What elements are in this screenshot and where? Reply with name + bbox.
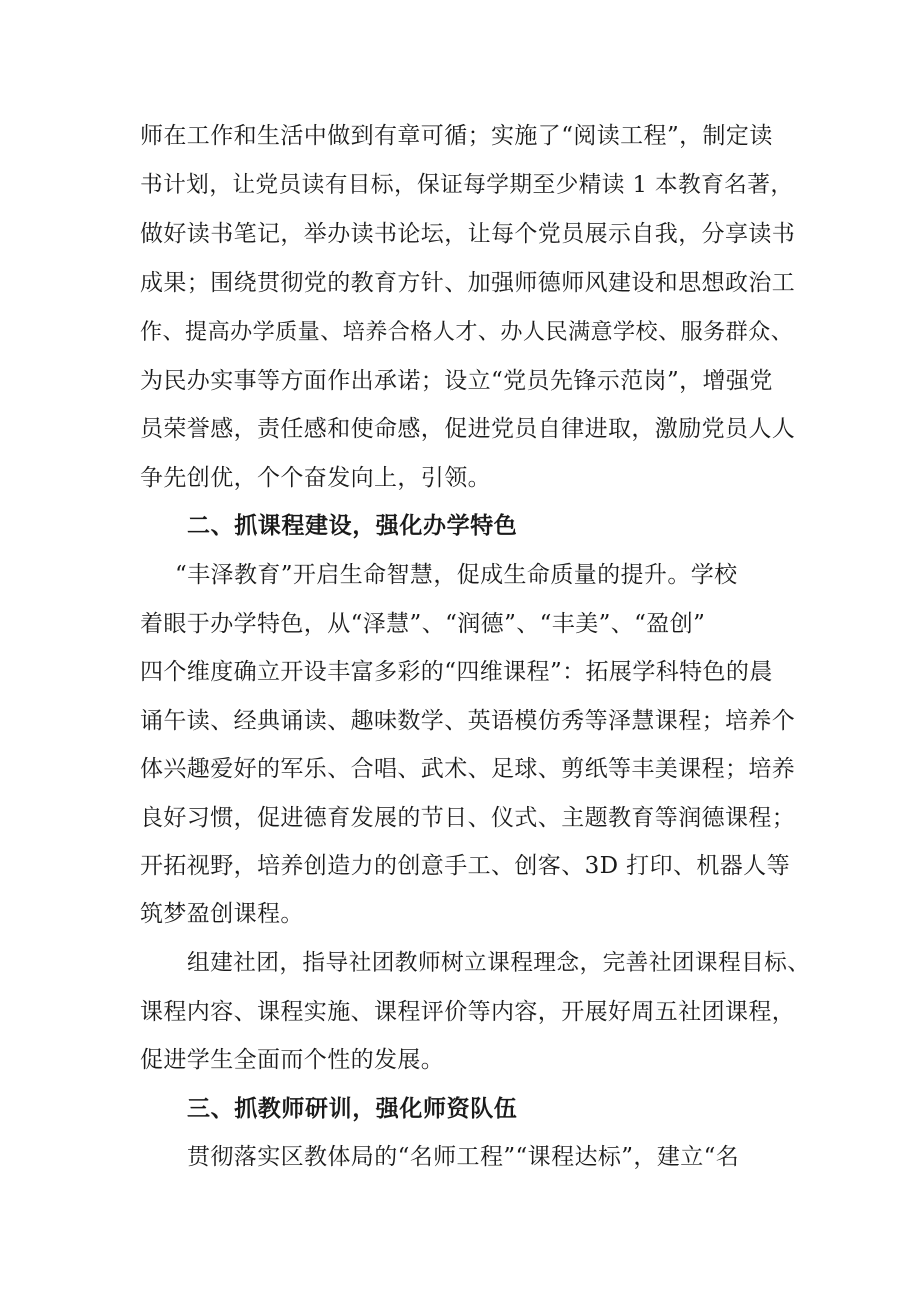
section-heading: 三、抓教师研训，强化师资队伍 [187,1096,518,1122]
paragraph-line: 为民办实事等方面作出承诺；设立“党员先锋示范岗”，增强党 [140,368,773,394]
paragraph-line: 书计划，让党员读有目标，保证每学期至少精读 1 本教育名著， [140,172,794,198]
paragraph-line: 课程内容、课程实施、课程评价等内容，开展好周五社团课程， [140,999,796,1025]
paragraph-line: 成果；围绕贯彻党的教育方针、加强师德师风建设和思想政治工 [140,270,796,296]
paragraph-line: 着眼于办学特色，从“泽慧”、“润德”、“丰美”、“盈创” [140,611,706,637]
paragraph-line: 体兴趣爱好的军乐、合唱、武术、足球、剪纸等丰美课程；培养 [140,756,796,782]
paragraph-line: 师在工作和生活中做到有章可循；实施了“阅读工程”，制定读 [140,123,773,149]
section-heading: 二、抓课程建设，强化办学特色 [187,513,518,539]
paragraph-line: 筑梦盈创课程。 [140,901,304,927]
paragraph-line: 贯彻落实区教体局的“名师工程”“课程达标”，建立“名 [187,1144,740,1170]
paragraph-line: 促进学生全面而个性的发展。 [140,1047,445,1073]
paragraph-line: “丰泽教育”开启生命智慧，促成生命质量的提升。学校 [175,562,738,588]
paragraph-line: 争先创优，个个奋发向上，引领。 [140,465,491,491]
paragraph-line: 组建社团，指导社团教师树立课程理念，完善社团课程目标、 [187,950,811,976]
paragraph-line: 员荣誉感，责任感和使命感，促进党员自律进取，激励党员人人 [140,416,796,442]
paragraph-line: 开拓视野，培养创造力的创意手工、创客、3D 打印、机器人等 [140,853,790,879]
paragraph-line: 做好读书笔记，举办读书论坛，让每个党员展示自我，分享读书 [140,221,796,247]
paragraph-line: 诵午读、经典诵读、趣味数学、英语模仿秀等泽慧课程；培养个 [140,708,796,734]
paragraph-line: 良好习惯，促进德育发展的节日、仪式、主题教育等润德课程； [140,805,796,831]
paragraph-line: 作、提高办学质量、培养合格人才、办人民满意学校、服务群众、 [140,319,794,345]
paragraph-line: 四个维度确立开设丰富多彩的“四维课程”：拓展学科特色的晨 [140,659,773,685]
